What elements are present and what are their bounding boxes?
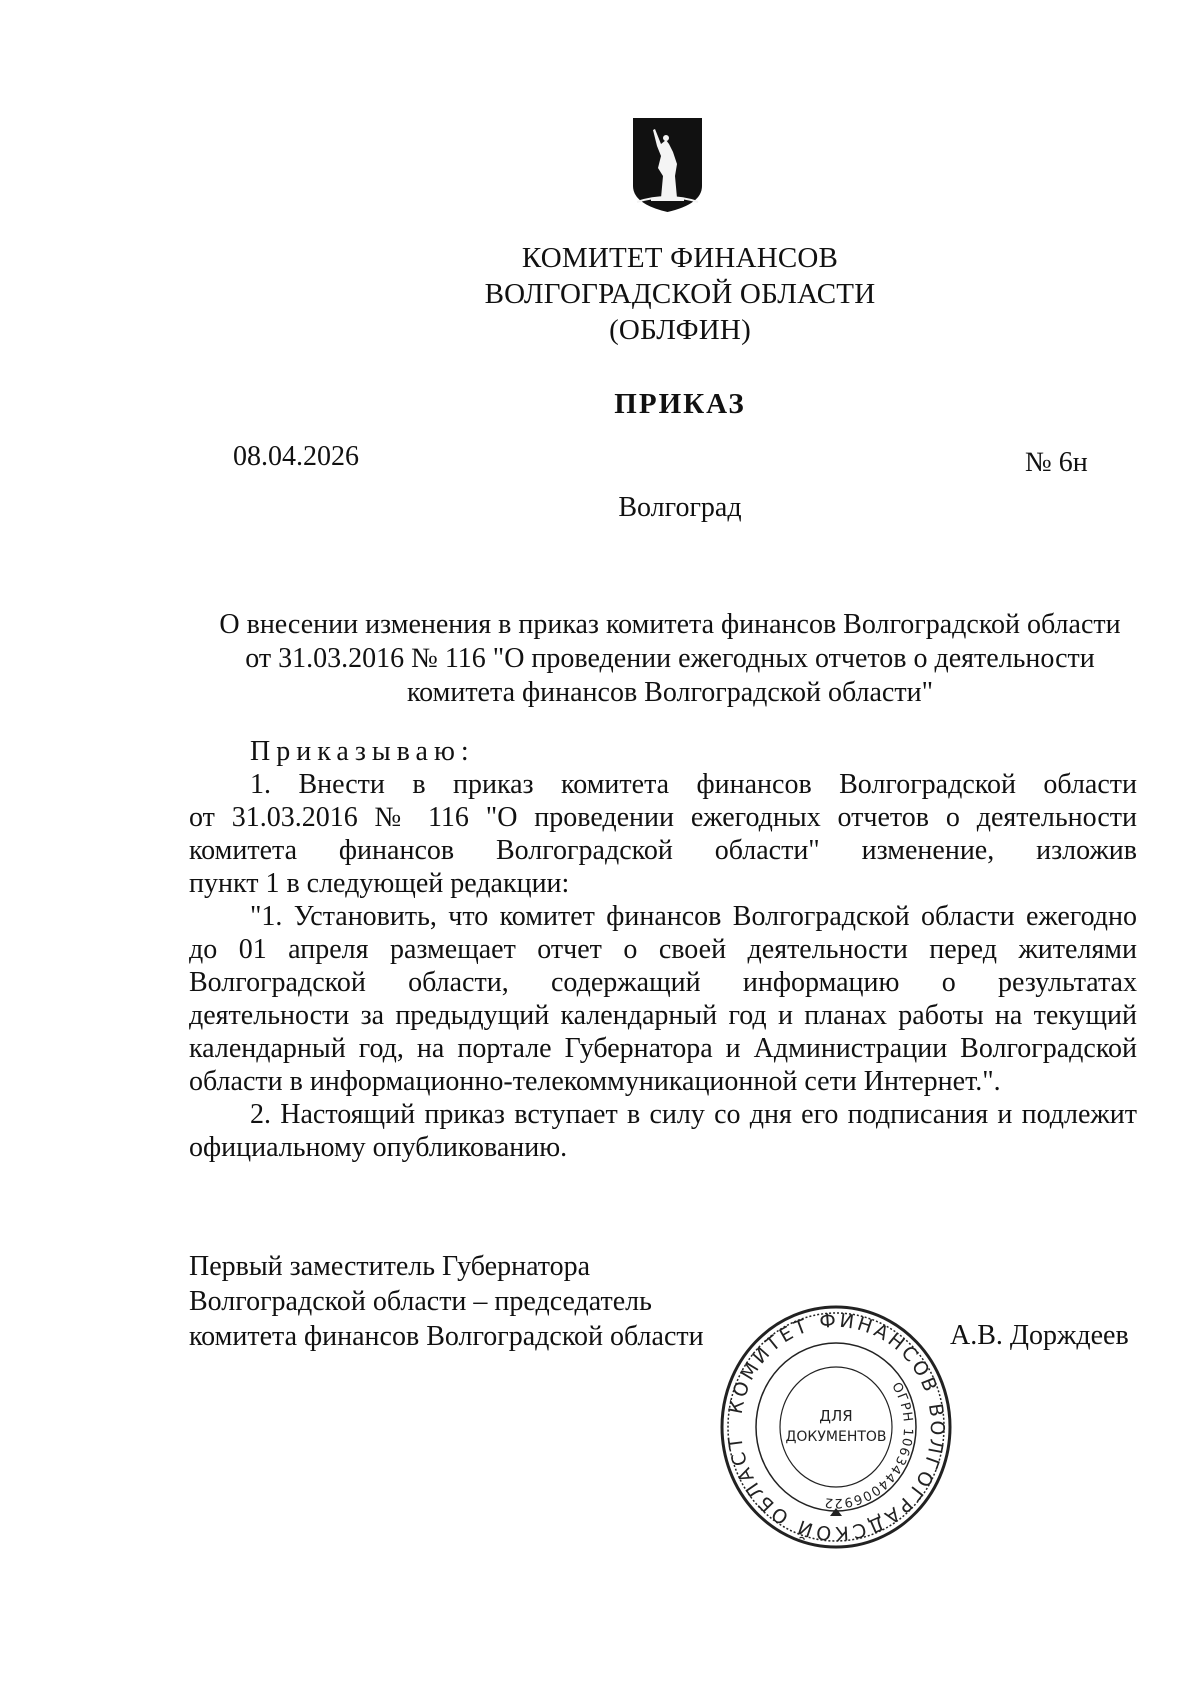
- document-date: 08.04.2026: [233, 441, 359, 472]
- quote-line4: деятельности за предыдущий календарный год и планах работы на текущий: [189, 1000, 1137, 1031]
- subject-line3: комитета финансов Волгоградской области": [406, 677, 934, 708]
- coat-of-arms-icon: [631, 116, 704, 214]
- signer-name: А.В. Дорждеев: [950, 1320, 1129, 1351]
- org-name-line2: ВОЛГОГРАДСКОЙ ОБЛАСТИ: [484, 278, 876, 310]
- paragraph-1-line4: пункт 1 в следующей редакции:: [189, 868, 570, 899]
- quote-line2: до 01 апреля размещает отчет о своей деятельности перед жителями: [189, 934, 1137, 965]
- org-abbreviation: (ОБЛФИН): [609, 314, 751, 346]
- document-type: ПРИКАЗ: [614, 388, 746, 420]
- signer-position-line3: комитета финансов Волгоградской области: [189, 1321, 704, 1352]
- paragraph-1-line1: 1. Внести в приказ комитета финансов Волгоградской области: [250, 769, 1137, 800]
- paragraph-1-line3: комитета финансов Волгоградской области" изменение, изложив: [189, 835, 1137, 866]
- quote-line1: "1. Установить, что комитет финансов Волгоградской области ежегодно: [250, 901, 1137, 932]
- quote-line3: Волгоградской области, содержащий информацию о результатах: [189, 967, 1137, 998]
- paragraph-2-line1: 2. Настоящий приказ вступает в силу со дня его подписания и подлежит: [250, 1099, 1137, 1130]
- org-name-line1: КОМИТЕТ ФИНАНСОВ: [521, 242, 839, 274]
- quote-line6: области в информационно-телекоммуникационной сети Интернет.".: [189, 1066, 1001, 1097]
- quote-line5: календарный год, на портале Губернатора и Администрации Волгоградской: [189, 1033, 1137, 1064]
- paragraph-1-line2: от 31.03.2016 № 116 "О проведении ежегодных отчетов о деятельности: [189, 802, 1137, 833]
- document-number: № 6н: [1025, 447, 1088, 478]
- stamp-ogrn: ОГРН 1063444006922: [823, 1380, 916, 1511]
- subject-line2: от 31.03.2016 № 116 "О проведении ежегодных отчетов о деятельности: [245, 643, 1095, 674]
- subject-line1: О внесении изменения в приказ комитета финансов Волгоградской области: [219, 609, 1121, 640]
- paragraph-2-line2: официальному опубликованию.: [189, 1132, 568, 1163]
- order-word: Приказываю:: [250, 736, 475, 767]
- signer-position-line1: Первый заместитель Губернатора: [189, 1251, 591, 1282]
- stamp-center-line1: ДЛЯ: [819, 1407, 853, 1425]
- stamp-center-line2: ДОКУМЕНТОВ: [785, 1429, 887, 1445]
- document-city: Волгоград: [618, 492, 742, 523]
- signer-position-line2: Волгоградской области – председатель: [189, 1286, 652, 1317]
- stamp-ring-text: КОМИТЕТ ФИНАНСОВ ВОЛГОГРАДСКОЙ ОБЛАСТ: [724, 1309, 949, 1545]
- official-stamp: [718, 1303, 954, 1551]
